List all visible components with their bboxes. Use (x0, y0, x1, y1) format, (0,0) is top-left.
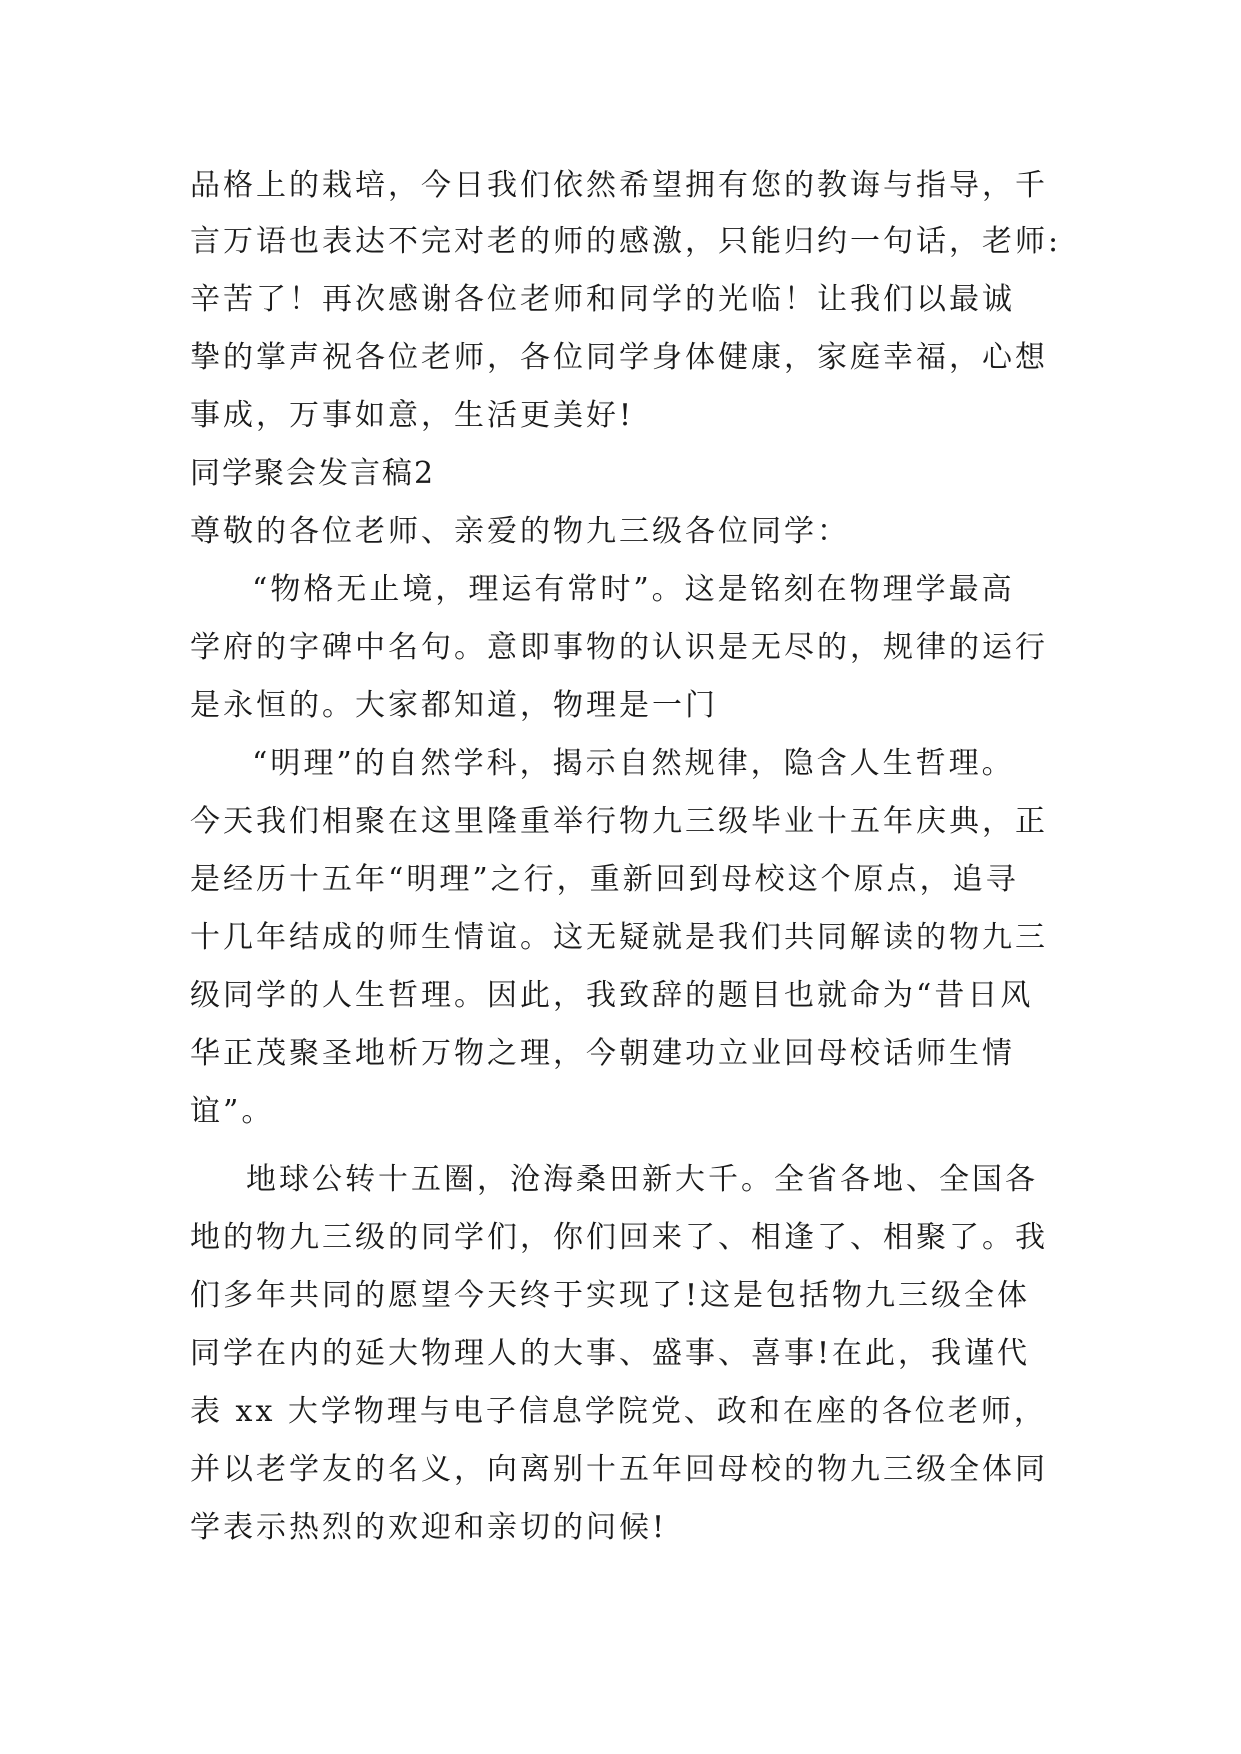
text-line: 事成，万事如意，生活更美好! (190, 398, 635, 433)
paragraph-first-line: “明理”的自然学科，揭示自然规律，隐含人生哲理。 (252, 746, 1015, 781)
section-heading: 同学聚会发言稿2 (190, 456, 436, 491)
text-line: 言万语也表达不完对老的师的感激，只能归约一句话，老师: (190, 224, 1062, 259)
text-line: 是经历十五年“明理”之行，重新回到母校这个原点，追寻 (190, 862, 1019, 897)
paragraph-first-line: 地球公转十五圈，沧海桑田新大千。全省各地、全国各 (246, 1162, 1038, 1197)
text-line: 挚的掌声祝各位老师，各位同学身体健康，家庭幸福，心想 (190, 340, 1048, 375)
text-line: 十几年结成的师生情谊。这无疑就是我们共同解读的物九三 (190, 920, 1048, 955)
text-line: 并以老学友的名义，向离别十五年回母校的物九三级全体同 (190, 1452, 1048, 1487)
paragraph-first-line: “物格无止境，理运有常时”。这是铭刻在物理学最高 (252, 572, 1015, 607)
text-line: 今天我们相聚在这里隆重举行物九三级毕业十五年庆典，正 (190, 804, 1048, 839)
text-line: 同学在内的延大物理人的大事、盛事、喜事!在此，我谨代 (190, 1336, 1031, 1371)
text-line: 是永恒的。大家都知道，物理是一门 (190, 688, 718, 723)
text-line: 华正茂聚圣地析万物之理，今朝建功立业回母校话师生情 (190, 1036, 1015, 1071)
text-line: 级同学的人生哲理。因此，我致辞的题目也就命为“昔日风 (190, 978, 1034, 1013)
text-line: 地的物九三级的同学们，你们回来了、相逢了、相聚了。我 (190, 1220, 1048, 1255)
text-line: 辛苦了！再次感谢各位老师和同学的光临！让我们以最诚 (190, 282, 1015, 317)
text-line: 学表示热烈的欢迎和亲切的问候! (190, 1510, 668, 1545)
text-line: 表 xx 大学物理与电子信息学院党、政和在座的各位老师， (190, 1394, 1047, 1429)
text-line: 学府的字碑中名句。意即事物的认识是无尽的，规律的运行 (190, 630, 1048, 665)
text-line: 品格上的栽培，今日我们依然希望拥有您的教诲与指导，千 (190, 168, 1048, 203)
text-line: 谊”。 (190, 1094, 275, 1129)
text-line: 们多年共同的愿望今天终于实现了!这是包括物九三级全体 (190, 1278, 1031, 1313)
salutation: 尊敬的各位老师、亲爱的物九三级各位同学： (190, 514, 850, 549)
